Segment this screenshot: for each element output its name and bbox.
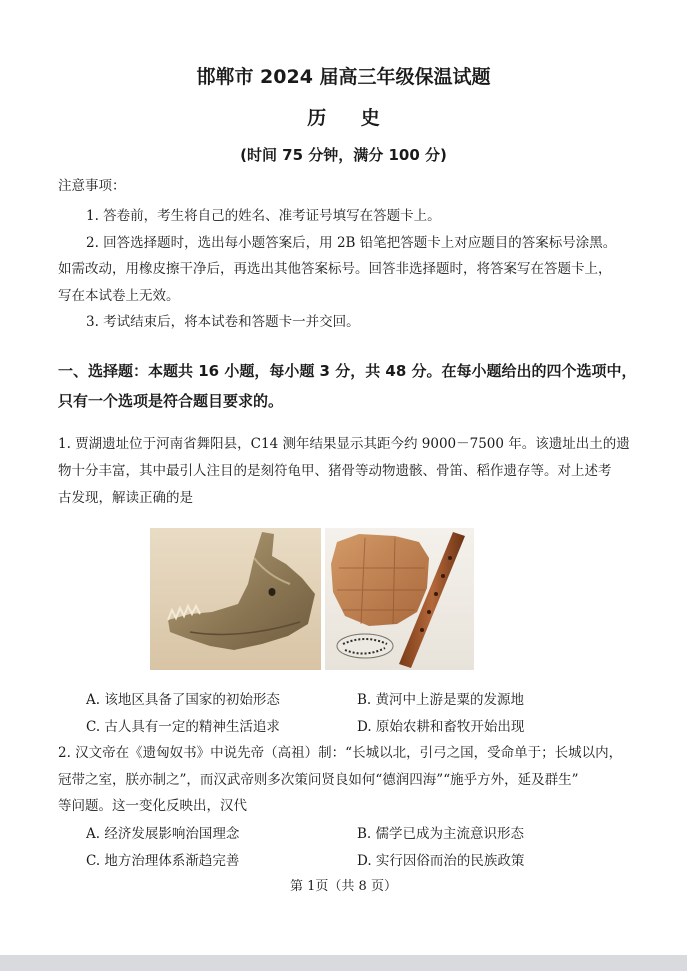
page-number: 第 1页（共 8 页） [290,879,397,894]
q2-stem-line-2: 冠带之室，朕亦制之”，而汉武帝则多次策问贤良如何“德润四海”“施乎方外，延及群生” [58,772,579,788]
q2-stem-line-3: 等问题。这一变化反映出，汉代 [58,798,247,814]
notice-line-2: 2. 回答选择题时，选出每小题答案后，用 2B 铅笔把答题卡上对应题目的答案标号涂黑。 [86,235,617,251]
shell-and-flute-photo [325,528,474,670]
q1-stem-line-1: 1. 贾湖遗址位于河南省舞阳县，C14 测年结果显示其距今约 9000－7500 年。该遗址出土的遗 [58,436,630,452]
subject-title: 历 史 [307,107,394,129]
notice-line-5: 3. 考试结束后，将本试卷和答题卡一并交回。 [86,314,360,330]
q1-option-a: A. 该地区具备了国家的初始形态 [86,692,280,708]
q1-option-d: D. 原始农耕和畜牧开始出现 [357,719,525,735]
q2-option-d: D. 实行因俗而治的民族政策 [357,853,525,869]
section-heading-line-2: 只有一个选项是符合题目要求的。 [58,392,284,410]
section-heading-line-1: 一、选择题：本题共 16 小题，每小题 3 分，共 48 分。在每小题给出的四个选项中， [58,362,637,380]
notice-line-4: 写在本试卷上无效。 [58,288,180,304]
notice-line-1: 1. 答卷前，考生将自己的姓名、准考证号填写在答题卡上。 [86,208,441,224]
q2-stem-line-1: 2. 汉文帝在《遗匈奴书》中说先帝（高祖）制：“长城以北，引弓之国，受命单于；长城以内， [58,745,623,761]
q1-stem-line-3: 古发现，解读正确的是 [58,490,193,506]
q2-option-c: C. 地方治理体系渐趋完善 [86,853,240,869]
jawbone-photo [150,528,321,670]
notice-heading: 注意事项： [58,178,126,194]
time-note: (时间 75 分钟，满分 100 分) [240,146,447,164]
exam-title: 邯郸市 2024 届高三年级保温试题 [196,66,491,88]
bottom-edge-strip [0,955,687,971]
notice-line-3: 如需改动，用橡皮擦干净后，再选出其他答案标号。回答非选择题时，将答案写在答题卡上， [58,261,612,277]
q1-stem-line-2: 物十分丰富，其中最引人注目的是刻符龟甲、猪骨等动物遗骸、骨笛、稻作遗存等。对上述考 [58,463,612,479]
q1-option-c: C. 古人具有一定的精神生活追求 [86,719,280,735]
q1-option-b: B. 黄河中上游是粟的发源地 [357,692,525,708]
q2-option-b: B. 儒学已成为主流意识形态 [357,826,525,842]
q2-option-a: A. 经济发展影响治国理念 [86,826,240,842]
